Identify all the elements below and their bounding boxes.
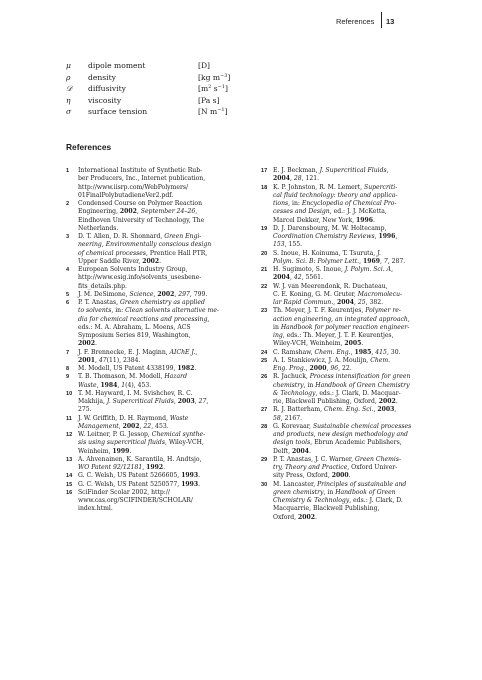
reference-line: K. P. Johnston, R. M. Lemert, Supercriti-	[273, 183, 398, 191]
reference-entry	[66, 167, 237, 200]
reference-line: lar Rapid Commun., 2004, 25, 382.	[273, 299, 384, 306]
reference-line: 153, 155.	[273, 241, 303, 249]
reference-number: 5	[66, 291, 70, 298]
reference-entry	[66, 233, 237, 266]
reference-line: 01FinalPolybutadieneVer2.pdf.	[78, 191, 174, 199]
reference-line: Wiley-VCH, Weinheim, 2005.	[273, 340, 364, 348]
reference-line: sity Press, Oxford, 2000.	[273, 472, 351, 480]
reference-line: 2004, 28, 121.	[273, 175, 320, 183]
reference-line: Upper Saddle River, 2002.	[78, 257, 162, 265]
symbol: 𝒟	[66, 84, 73, 93]
reference-line: Eindhoven University of Technology, The	[78, 216, 205, 224]
reference-entry	[66, 481, 237, 489]
reference-line: Coordination Chemistry Reviews, 1996,	[273, 233, 398, 240]
reference-number: 27	[261, 407, 268, 414]
reference-number: 11	[66, 415, 72, 422]
reference-line: A. Ahvenainen, K. Sarantila, H. Andtsjo,	[78, 455, 202, 463]
reference-line: C. E. Koning, G. M. Gruter, Macromolecu-	[273, 290, 403, 298]
reference-line: J. W. Griffith, D. H. Raymond, Waste	[78, 414, 189, 422]
reference-number: 4	[66, 267, 70, 273]
reference-line: design tools, Ebrun Academic Publishers,	[273, 439, 402, 447]
reference-line: to solvents, in: Clean solvents alternative me-	[78, 307, 219, 315]
symbol-table	[66, 60, 326, 118]
reference-line: cal fluid technology: theory and applica-	[273, 191, 398, 199]
reference-line: C. Ramshaw, Chem. Eng., 1985, 415, 30.	[273, 348, 401, 356]
reference-entry	[66, 431, 237, 456]
symbol: η	[66, 95, 71, 105]
reference-line: & Technology, eds.: J. Clark, D. Macquar-	[273, 389, 401, 397]
symbol-name: surface tension	[88, 107, 148, 116]
reference-line: G. C. Welsh, US Patent 5266605, 1993.	[78, 472, 201, 480]
reference-number: 29	[261, 456, 268, 463]
symbol-name: diffusivity	[88, 84, 126, 93]
reference-line: Makhija, J. Supercritical Fluids, 2003, 27,	[78, 398, 209, 405]
reference-line: H. Sugimoto, S. Inoue, J. Polym. Sci. A,	[273, 266, 393, 273]
reference-number: 9	[66, 374, 70, 381]
reference-number: 22	[261, 283, 268, 290]
reference-line: A. I. Stankiewicz, J. A. Moulijn, Chem.	[273, 356, 391, 364]
reference-line: 58, 2167.	[273, 414, 303, 422]
reference-number: 20	[261, 250, 268, 257]
reference-number: 3	[66, 234, 70, 240]
reference-line: P. T. Anastas, J. C. Warner, Green Chemis-	[273, 455, 402, 463]
reference-line: D. J. Darensbourg, M. W. Holtecamp,	[273, 224, 387, 232]
reference-line: ber Producers, Inc., Internet publication,	[78, 175, 206, 183]
reference-number: 23	[261, 308, 268, 315]
references-column-right	[261, 167, 432, 522]
reference-number: 17	[261, 168, 268, 174]
reference-line: R. J. Batterham, Chem. Eng. Sci., 2003,	[273, 406, 397, 414]
reference-line: Chemistry & Technology, eds.: J. Clark, D.	[273, 497, 403, 504]
reference-entry	[261, 184, 432, 225]
reference-line: and products, new design methodology and	[273, 431, 408, 438]
reference-entry	[261, 283, 432, 308]
symbol-row	[66, 106, 326, 118]
reference-entry	[261, 481, 432, 522]
reference-line: G. Korevaar, Sustainable chemical processes	[273, 422, 412, 430]
reference-line: ing, eds.: Th. Meyer, J. T. F. Keurentjes,	[273, 332, 394, 339]
reference-entry	[261, 423, 432, 456]
reference-line: of chemical processes, Prentice Hall PTR,	[78, 249, 208, 257]
reference-entry	[261, 456, 432, 481]
reference-line: in Handbook for polymer reaction engineer-	[273, 323, 410, 331]
reference-number: 16	[66, 489, 73, 496]
reference-number: 1	[66, 168, 70, 174]
reference-entry	[66, 456, 237, 473]
reference-line: www.cas.org/SCIFINDER/SCHOLAR/	[78, 497, 193, 504]
reference-line: P. T. Anastas, Green chemistry as applied	[78, 299, 205, 306]
reference-entry	[261, 307, 432, 348]
symbol-name: viscosity	[88, 95, 122, 105]
reference-number: 24	[261, 349, 268, 356]
reference-line: Waste, 1984, 1(4), 453.	[78, 381, 152, 389]
reference-line: M. Lancaster, Principles of sustainable and	[273, 480, 407, 488]
reference-line: Symposium Series 819, Washington,	[78, 332, 191, 339]
header-divider	[381, 12, 382, 28]
reference-entry	[261, 373, 432, 406]
reference-line: J. M. DeSimone, Science, 2002, 297, 799.	[78, 290, 208, 298]
symbol: σ	[66, 107, 72, 116]
reference-entry	[66, 291, 237, 299]
symbol-name: dipole moment	[88, 61, 146, 70]
reference-entry	[261, 406, 432, 423]
reference-number: 10	[66, 390, 73, 397]
reference-line: T. B. Thomason, M. Modell, Hazard	[78, 373, 187, 381]
reference-line: 2004, 42, 5561.	[273, 274, 323, 282]
reference-line: T. M. Hayward, I. M. Svishchev, R. C.	[78, 389, 193, 397]
reference-entry	[66, 373, 237, 390]
reference-entry	[66, 415, 237, 432]
reference-line: M. Modell, US Patent 4338199, 1982.	[78, 365, 197, 372]
reference-number: 12	[66, 432, 73, 438]
symbol: ρ	[66, 72, 71, 82]
reference-line: neering, Environmentally conscious design	[78, 241, 212, 249]
reference-line: W. Leitner, P. G. Jessop, Chemical synthe-	[78, 431, 206, 438]
symbol-name: density	[88, 72, 116, 82]
reference-entry	[66, 299, 237, 349]
symbol-row	[66, 60, 326, 72]
reference-entry	[66, 200, 237, 233]
reference-line: Oxford, 2002.	[273, 513, 317, 521]
reference-line: S. Inoue, H. Koinuma, T. Tsuruta, J.	[273, 249, 381, 257]
reference-number: 18	[261, 184, 268, 191]
reference-line: cesses and Design, ed.: J. J. McKetta,	[273, 208, 387, 216]
reference-line: Weinheim, 1999.	[78, 447, 132, 455]
reference-number: 8	[66, 366, 70, 372]
reference-line: R. Jachuck, Process intensification for green	[273, 373, 411, 381]
reference-line: 275.	[78, 406, 92, 414]
reference-entry	[66, 266, 237, 291]
reference-number: 28	[261, 423, 268, 430]
symbol: μ	[66, 61, 71, 70]
reference-number: 26	[261, 374, 268, 381]
symbol-unit: [N $m^{-1}$]	[198, 107, 228, 116]
reference-entry	[261, 357, 432, 374]
reference-line: Eng. Prog., 2000, 96, 22.	[273, 365, 352, 372]
reference-line: Netherlands.	[78, 224, 119, 232]
reference-line: action engineering, an integrated approach,	[273, 315, 410, 323]
reference-entry	[66, 365, 237, 373]
reference-line: European Solvents Industry Group,	[78, 266, 188, 273]
references-column-left	[66, 167, 237, 514]
reference-number: 6	[66, 300, 70, 306]
reference-line: D. T. Allen, D. R. Shonnard, Green Engi-	[78, 233, 202, 240]
symbol-unit: [kg $m^{-3}$]	[198, 72, 231, 82]
reference-entry	[261, 167, 432, 184]
reference-line: tions, in: Encyclopedia of Chemical Pro-	[273, 200, 397, 207]
reference-line: 2002.	[78, 340, 97, 348]
reference-line: fits_details.php.	[78, 282, 127, 290]
reference-line: sis using supercritical fluids, Wiley-VCH,	[78, 439, 204, 447]
reference-number: 25	[261, 357, 268, 364]
reference-number: 7	[66, 349, 70, 356]
reference-entry	[66, 489, 237, 514]
reference-line: rie, Blackwell Publishing, Oxford, 2002.	[273, 398, 398, 405]
symbol-unit: [$m^2$ $s^{-1}$]	[198, 84, 229, 93]
reference-line: Condensed Course on Polymer Reaction	[78, 200, 203, 207]
page-number: 13	[386, 17, 395, 26]
reference-number: 19	[261, 225, 268, 232]
reference-line: Management, 2002, 22, 453.	[78, 422, 169, 430]
reference-number: 14	[66, 473, 73, 480]
reference-line: dia for chemical reactions and processing,	[78, 315, 210, 323]
reference-line: WO Patent 92/12181, 1992.	[78, 464, 165, 471]
reference-line: Engineering, 2002, September 24–26,	[78, 208, 198, 216]
reference-line: International Institute of Synthetic Rub-	[78, 167, 203, 174]
reference-line: J. F. Brennecke, E. J. Maginn, AIChE J.,	[78, 348, 198, 356]
reference-number: 30	[261, 481, 268, 488]
reference-line: index.html.	[78, 505, 113, 513]
reference-number: 2	[66, 201, 70, 207]
reference-entry	[261, 250, 432, 267]
reference-entry	[66, 349, 237, 366]
symbol-row	[66, 95, 326, 107]
running-header-label: References	[336, 17, 375, 26]
reference-line: try, Theory and Practice, Oxford Univer-	[273, 464, 398, 471]
reference-line: Delft, 2004.	[273, 447, 311, 455]
reference-line: Marcel Dekker, New York, 1996.	[273, 216, 375, 224]
reference-line: http://www.iisrp.com/WebPolymers/	[78, 183, 189, 191]
reference-line: 2001, 47(11), 2384.	[78, 356, 141, 364]
reference-entry	[261, 266, 432, 283]
symbol-unit: [Pa s]	[198, 95, 220, 105]
reference-number: 13	[66, 456, 73, 463]
references-heading: References	[66, 142, 112, 152]
reference-line: SciFinder Scolar 2002, http://	[78, 488, 170, 496]
reference-entry	[66, 390, 237, 415]
reference-line: chemistry, in Handbook of Green Chemistry	[273, 381, 410, 389]
reference-entry	[66, 472, 237, 480]
symbol-row	[66, 83, 326, 95]
reference-line: Macquarrie, Blackwell Publishing,	[273, 505, 380, 513]
reference-number: 21	[261, 267, 268, 273]
reference-line: W. J. van Meerendonk, R. Duchateau,	[273, 282, 388, 290]
reference-line: G. C. Welsh, US Patent 5250577, 1993.	[78, 480, 201, 488]
reference-number: 15	[66, 481, 73, 488]
reference-line: E. J. Beckman, J. Supercritical Fluids,	[273, 167, 389, 174]
reference-line: http://www.esig.info/solvents_usesbene-	[78, 274, 202, 282]
symbol-row	[66, 72, 326, 84]
reference-entry	[261, 349, 432, 357]
reference-line: green chemistry, in Handbook of Green	[273, 488, 396, 496]
reference-entry	[261, 225, 432, 250]
reference-line: Th. Meyer, J. T. F. Keurentjes, Polymer re-	[273, 307, 401, 315]
reference-line: Polym. Sci. B: Polymer Lett., 1969, 7, 287.	[273, 257, 406, 265]
symbol-unit: [D]	[198, 61, 211, 70]
reference-line: eds.: M. A. Abraham, L. Moens, ACS	[78, 323, 191, 331]
